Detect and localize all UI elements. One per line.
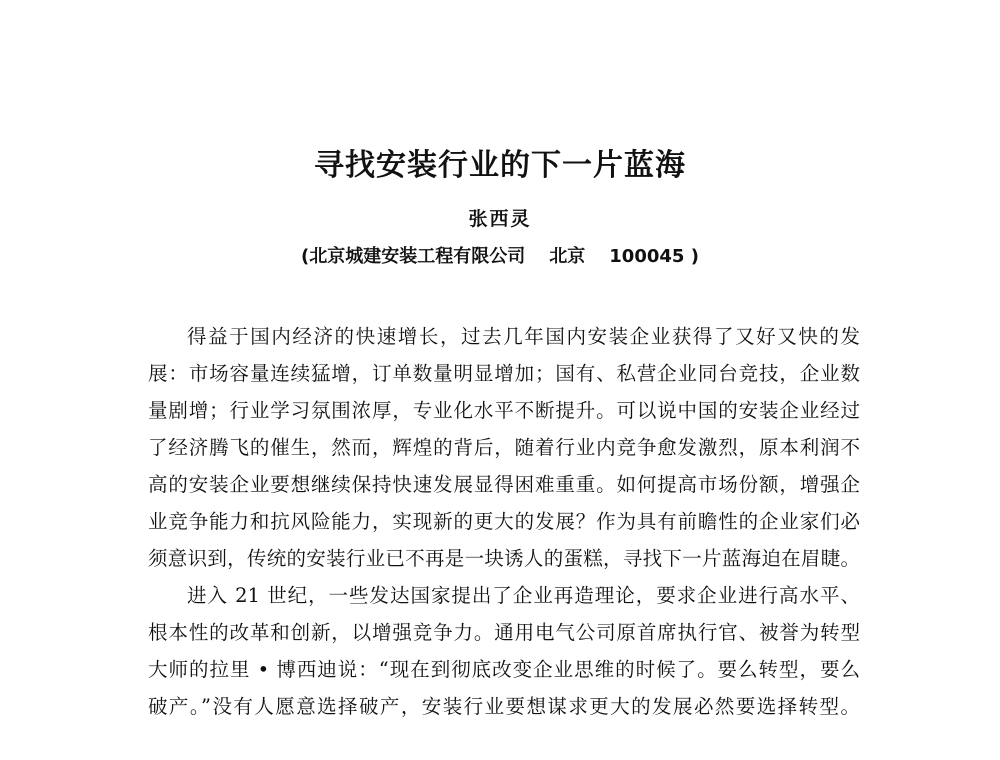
body-text-line: 得益于国内经济的快速增长，过去几年国内安装企业获得了又好又快的发 — [187, 325, 860, 348]
body-text-line: 大师的拉里 • 博西迪说：“现在到彻底改变企业思维的时候了。要么转型，要么 — [148, 658, 860, 681]
body-text-line: 了经济腾飞的催生，然而，辉煌的背后，随着行业内竞争愈发激烈，原本利润不 — [148, 436, 860, 459]
body-text-line: 业竞争能力和抗风险能力，实现新的更大的发展？作为具有前瞻性的企业家们必 — [148, 510, 860, 533]
author-affiliation — [0, 244, 1000, 270]
paragraph-1 — [148, 318, 860, 577]
body-text-line: 进入 21 世纪，一些发达国家提出了企业再造理论，要求企业进行高水平、 — [187, 584, 860, 607]
body-text-line: 根本性的改革和创新，以增强竞争力。通用电气公司原首席执行官、被誉为转型 — [148, 621, 860, 644]
article-author: 张西灵 — [468, 208, 532, 230]
body-text-line: 展：市场容量连续猛增，订单数量明显增加；国有、私营企业同台竞技，企业数 — [148, 362, 860, 385]
affiliation-postcode: 100045 — [609, 246, 685, 267]
affiliation-open-paren: ( — [301, 246, 310, 267]
article-title: 寻找安装行业的下一片蓝海 — [314, 148, 686, 183]
body-text-line: 高的安装企业要想继续保持快速发展显得困难重重。如何提高市场份额，增强企 — [148, 473, 860, 496]
body-text-line: 破产。”没有人愿意选择破产，安装行业要想谋求更大的发展必然要选择转型。 — [148, 695, 860, 718]
paragraph-2 — [148, 577, 860, 725]
body-text-line: 量剧增；行业学习氛围浓厚，专业化水平不断提升。可以说中国的安装企业经过 — [148, 399, 860, 422]
body-text-line: 须意识到，传统的安装行业已不再是一块诱人的蛋糕，寻找下一片蓝海迫在眉睫。 — [148, 547, 860, 570]
affiliation-company: 北京城建安装工程有限公司 — [309, 246, 526, 267]
affiliation-close-paren: ) — [690, 246, 699, 267]
affiliation-city: 北京 — [549, 246, 586, 267]
article-body — [148, 318, 860, 725]
